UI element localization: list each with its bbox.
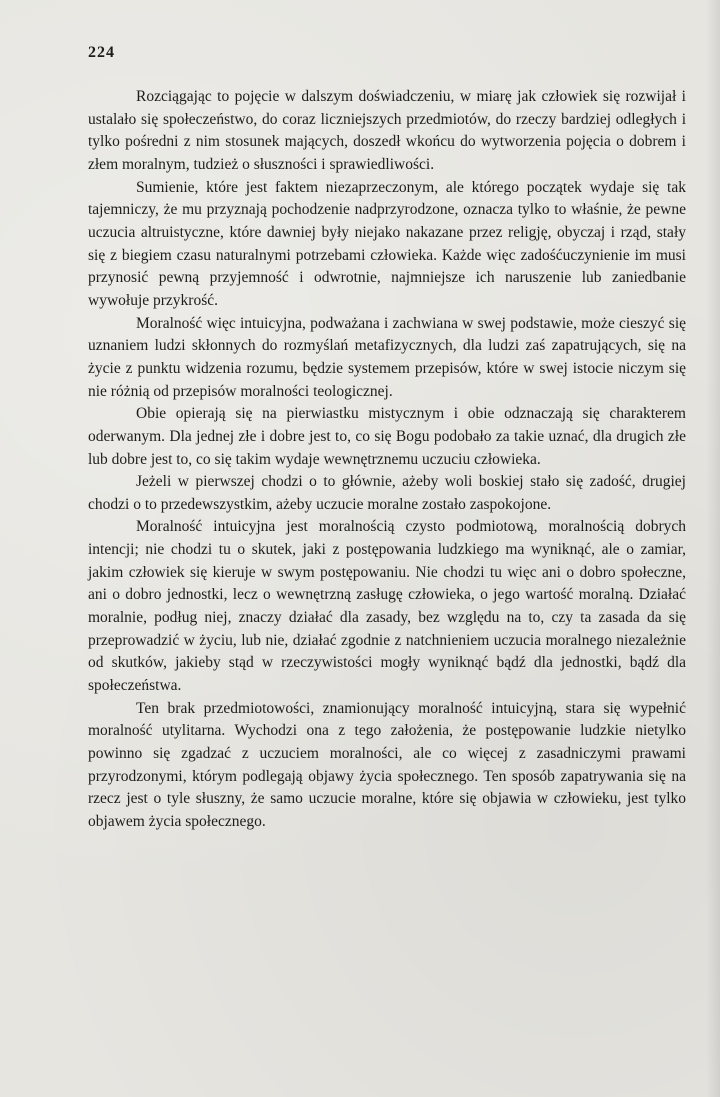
page-edge-shadow xyxy=(706,0,720,1097)
paragraph-1: Rozciągając to pojęcie w dalszym doświadczeniu, w miarę jak człowiek się rozwijał i ustalało się społeczeństwo, do coraz liczniejszych przedmiotów, do rzeczy bardziej odległych i tylko pośredni z nim stosunek mających, doszedł wkońcu do wytworzenia pojęcia o dobrem i złem moralnym, tudzież o słuszności i sprawiedliwości. xyxy=(88,88,686,173)
paragraph-3: Moralność więc intuicyjna, podważana i zachwiana w swej podstawie, może cieszyć się uznaniem ludzi skłonnych do rozmyślań metafizycznych, dla ludzi zaś zapatrujących, się na życie z punktu widzenia rozumu, będzie systemem przepisów, które w swej istocie niczym się nie różnią od przepisów moralności teologicznej. xyxy=(88,314,686,400)
paragraph-6: Moralność intuicyjna jest moralnością czysto podmiotową, moralnością dobrych intencji; nie chodzi tu o skutek, jaki z postępowania ludzkiego ma wyniknąć, ale o zamiar, jakim człowiek się kieruje w swym postępowaniu. Nie chodzi tu więc ani o dobro społeczne, ani o dobro jednostki, lecz o wewnętrzną zasługę człowieka, o jego wartość moralną. Działać moralnie, podług niej, znaczy działać dla zasady, bez względu na to, czy ta zasada da się przeprowadzić w życiu, lub nie, działać zgodnie z natchnieniem uczucia moralnego niezależnie od skutków, jakieby stąd w rzeczywistości mogły wyniknąć bądź dla jednostki, bądź dla społeczeństwa. xyxy=(88,518,686,695)
paragraph-2: Sumienie, które jest faktem niezaprzeczonym, ale którego początek wydaje się tak tajemniczy, że mu przyznają pochodzenie nadprzyrodzone, oznacza tylko to właśnie, że pewne uczucia altruistyczne, które dawniej były niejako nakazane przez religję, obyczaj i rząd, stały się z biegiem czasu naturalnymi potrzebami człowieka. Każde więc zadośćuczynienie im musi przynosić pewną przyjemność i odwrotnie, najmniejsze ich naruszenie lub zaniedbanie wywołuje przykrość. xyxy=(88,178,686,309)
paragraph-4: Obie opierają się na pierwiastku mistycznym i obie odznaczają się charakterem oderwanym. Dla jednej złe i dobre jest to, co się Bogu podobało za takie uznać, dla drugich złe lub dobre jest to, co się takim wydaje wewnętrznemu uczuciu człowieka. xyxy=(88,405,686,468)
paragraph-7: Ten brak przedmiotowości, znamionujący moralność intuicyjną, stara się wypełnić moralność utylitarna. Wychodzi ona z tego założenia, że postępowanie ludzkie nietylko powinno się zgadzać z uczuciem moralności, ale co więcej z zasadniczymi prawami przyrodzonymi, którym podlegają objawy życia społecznego. Ten sposób zapatrywania się na rzecz jest o tyle słuszny, że samo uczucie moralne, które się objawia w człowieku, jest tylko objawem życia społecznego. xyxy=(88,699,686,830)
body-text xyxy=(88,86,686,834)
page-number: 224 xyxy=(88,44,115,61)
paragraph-5: Jeżeli w pierwszej chodzi o to głównie, ażeby woli boskiej stało się zadość, drugiej chodzi o to przedewszystkim, ażeby uczucie moralne zostało zaspokojone. xyxy=(88,473,686,513)
